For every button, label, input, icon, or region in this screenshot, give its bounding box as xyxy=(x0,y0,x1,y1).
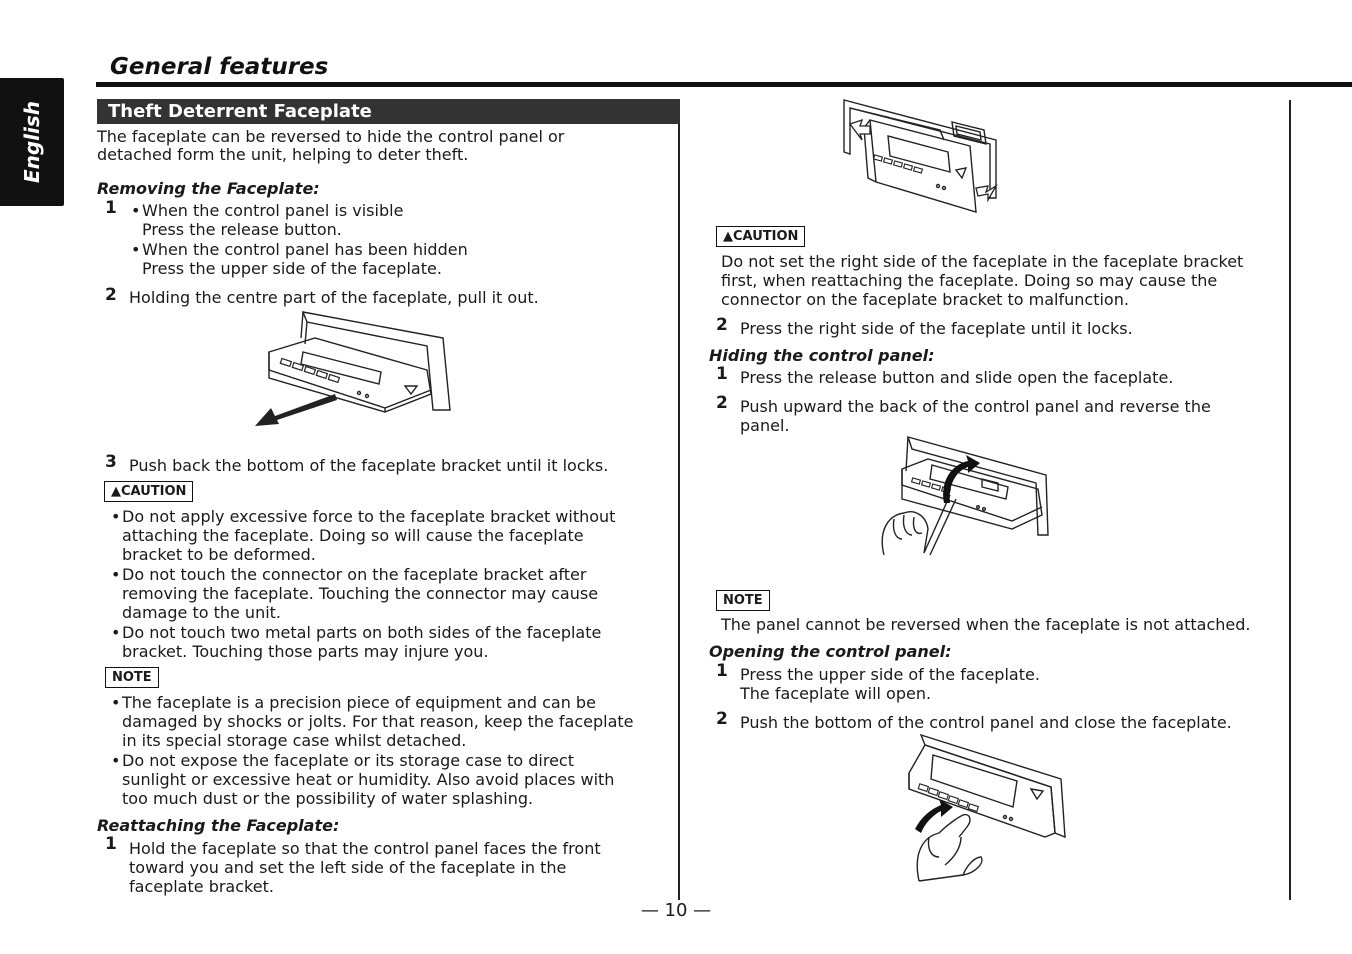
faceplate-removal-illustration xyxy=(255,308,455,434)
caution-text: Do not set the right side of the faceplate in the faceplate bracket xyxy=(721,252,1244,271)
step-text: Press the right side of the faceplate until it locks. xyxy=(740,319,1133,338)
note-item: • Do not expose the faceplate or its storage case to direct xyxy=(111,751,574,770)
step-text: • When the control panel is visible xyxy=(131,201,404,220)
caution-item: attaching the faceplate. Doing so will cause the faceplate xyxy=(122,526,584,545)
step-number: 2 xyxy=(716,393,728,413)
note-item: too much dust or the possibility of water splashing. xyxy=(122,789,534,808)
step-text: Press the release button. xyxy=(142,220,342,239)
step-number: 2 xyxy=(105,285,117,305)
step-text: Push back the bottom of the faceplate bracket until it locks. xyxy=(129,456,609,475)
section-title: Theft Deterrent Faceplate xyxy=(108,101,372,122)
step-number: 1 xyxy=(105,198,117,218)
caution-text: connector on the faceplate bracket to malfunction. xyxy=(721,290,1129,309)
step-text: Push upward the back of the control panel and reverse the xyxy=(740,397,1211,416)
header-rule xyxy=(96,82,1352,87)
panel-close-illustration xyxy=(905,733,1067,883)
language-tab xyxy=(0,78,64,206)
caution-item: • Do not touch two metal parts on both sides of the faceplate xyxy=(111,623,602,642)
step-text: Holding the centre part of the faceplate, pull it out. xyxy=(129,288,539,307)
caution-badge: ▲CAUTION xyxy=(716,226,805,247)
faceplate-reattach-illustration xyxy=(840,98,1000,214)
step-text: Press the upper side of the faceplate. xyxy=(142,259,442,278)
step-number: 1 xyxy=(105,834,117,854)
intro-line: The faceplate can be reversed to hide the control panel or xyxy=(97,127,565,146)
step-text: panel. xyxy=(740,416,790,435)
language-label: English xyxy=(20,100,44,184)
warning-icon: ▲ xyxy=(111,484,121,499)
note-text: The panel cannot be reversed when the faceplate is not attached. xyxy=(721,615,1251,634)
step-text: The faceplate will open. xyxy=(740,684,932,703)
page-number: — 10 — xyxy=(640,900,712,921)
note-badge: NOTE xyxy=(105,667,159,688)
section-title-bar xyxy=(97,99,680,124)
note-item: damaged by shocks or jolts. For that reason, keep the faceplate xyxy=(122,712,634,731)
caution-item: • Do not touch the connector on the faceplate bracket after xyxy=(111,565,587,584)
intro-line: detached form the unit, helping to deter theft. xyxy=(97,145,469,164)
caution-text: first, when reattaching the faceplate. Doing so may cause the xyxy=(721,271,1218,290)
step-text: toward you and set the left side of the faceplate in the xyxy=(129,858,567,877)
step-number: 3 xyxy=(105,452,117,472)
caution-badge: ▲CAUTION xyxy=(104,481,193,502)
step-text: Push the bottom of the control panel and close the faceplate. xyxy=(740,713,1232,732)
step-text: Hold the faceplate so that the control panel faces the front xyxy=(129,839,601,858)
step-number: 1 xyxy=(716,364,728,384)
page-title: General features xyxy=(110,54,329,80)
column-divider xyxy=(678,100,680,900)
note-item: sunlight or excessive heat or humidity. Also avoid places with xyxy=(122,770,615,789)
caution-item: • Do not apply excessive force to the faceplate bracket without xyxy=(111,507,616,526)
note-badge: NOTE xyxy=(716,590,770,611)
step-number: 2 xyxy=(716,709,728,729)
step-number: 2 xyxy=(716,315,728,335)
removing-heading: Removing the Faceplate: xyxy=(97,179,320,198)
caution-item: removing the faceplate. Touching the connector may cause xyxy=(122,584,599,603)
caution-item: damage to the unit. xyxy=(122,603,282,622)
step-text: Press the upper side of the faceplate. xyxy=(740,665,1040,684)
panel-reverse-illustration xyxy=(878,435,1053,563)
step-text: Press the release button and slide open the faceplate. xyxy=(740,368,1174,387)
note-item: • The faceplate is a precision piece of equipment and can be xyxy=(111,693,596,712)
note-item: in its special storage case whilst detached. xyxy=(122,731,467,750)
step-text: • When the control panel has been hidden xyxy=(131,240,468,259)
reattaching-heading: Reattaching the Faceplate: xyxy=(97,816,340,835)
warning-icon: ▲ xyxy=(723,229,733,244)
caution-item: bracket to be deformed. xyxy=(122,545,316,564)
caution-item: bracket. Touching those parts may injure you. xyxy=(122,642,489,661)
step-text: faceplate bracket. xyxy=(129,877,274,896)
opening-heading: Opening the control panel: xyxy=(709,642,952,661)
hiding-heading: Hiding the control panel: xyxy=(709,346,935,365)
step-number: 1 xyxy=(716,661,728,681)
right-border xyxy=(1289,100,1291,900)
